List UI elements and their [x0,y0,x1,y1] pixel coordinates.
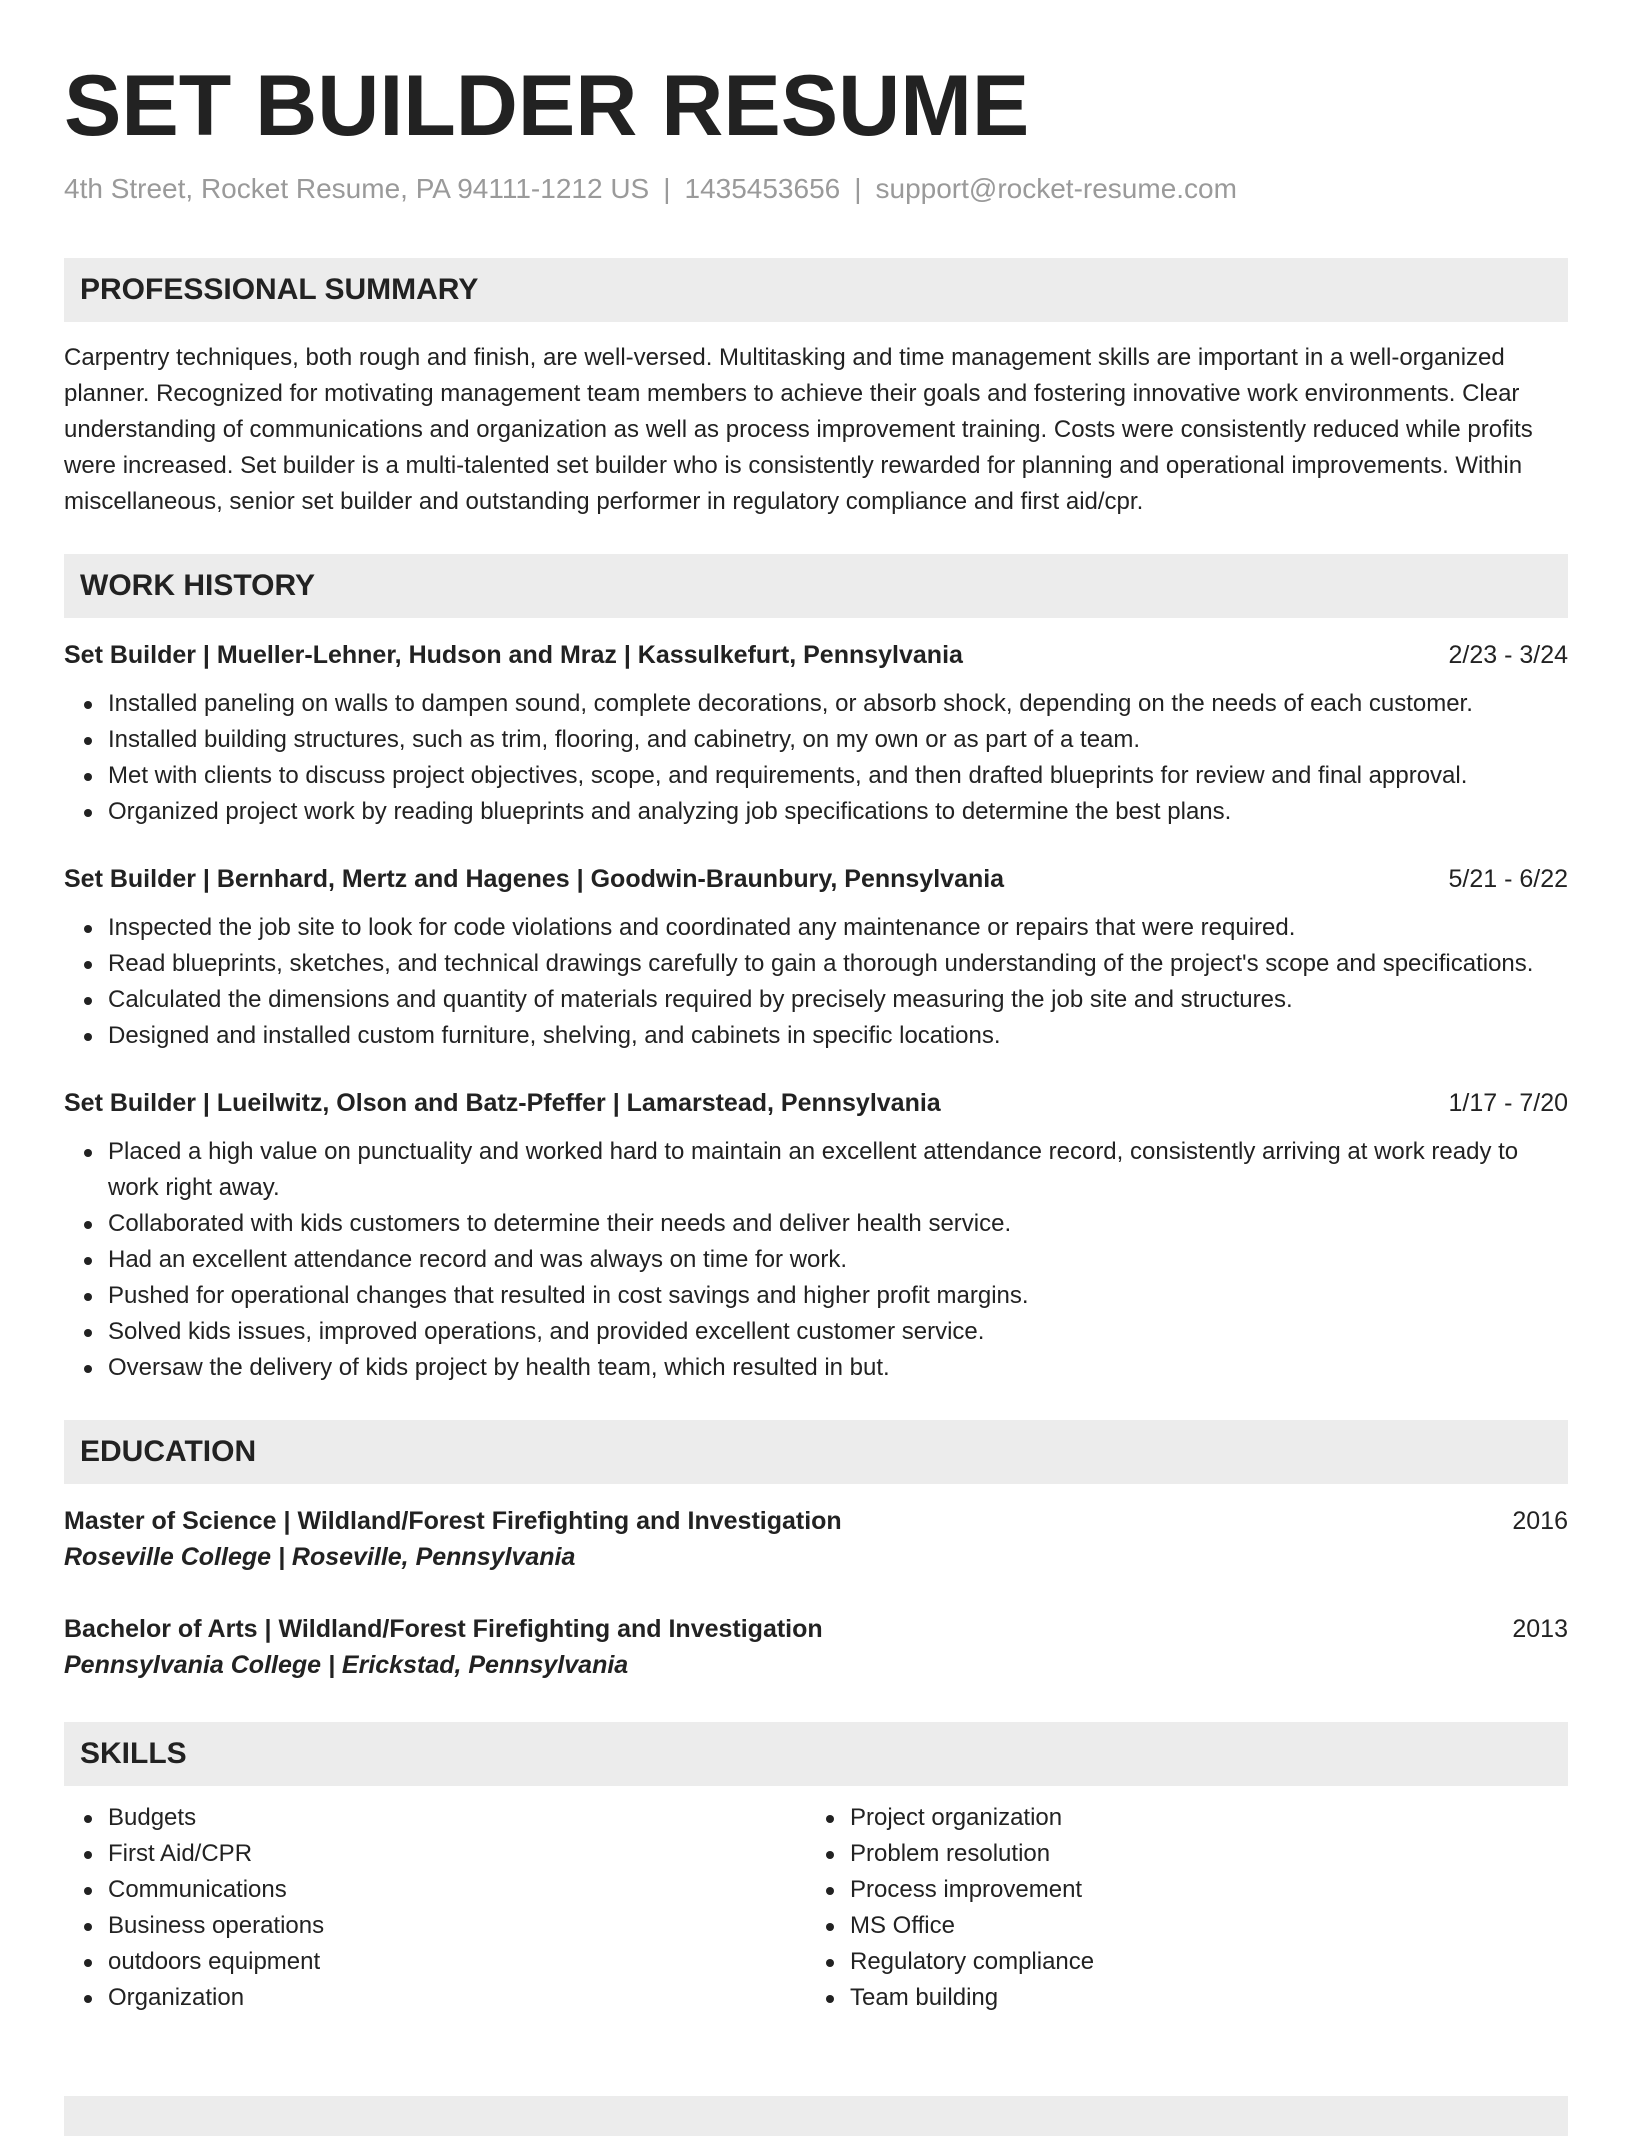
skill-item: Communications [108,1872,806,1908]
contact-line [64,172,1568,206]
skills-column-left [64,1800,806,2016]
education-entry [64,1504,1568,1576]
skill-item: outdoors equipment [108,1944,806,1980]
job-heading-line [64,1086,1568,1120]
skill-item: Business operations [108,1908,806,1944]
job-bullet: Placed a high value on punctuality and worked hard to maintain an excellent attendance record, consistently arriving at work ready to work right away. [108,1134,1568,1206]
job-bullets [64,910,1568,1054]
job-dates: 5/21 - 6/22 [1448,865,1568,893]
resume-name: SET BUILDER RESUME [64,58,1030,154]
skill-item: Regulatory compliance [850,1944,1548,1980]
job-entry [64,862,1568,1054]
skill-item: Budgets [108,1800,806,1836]
job-bullets [64,686,1568,830]
education-degree: Bachelor of Arts | Wildland/Forest Firefighting and Investigation [64,1615,823,1643]
education-entry [64,1612,1568,1684]
skill-item: Process improvement [850,1872,1548,1908]
section-header-skills: SKILLS [64,1722,1568,1786]
education-year: 2013 [1512,1615,1568,1643]
section-header-work-history: WORK HISTORY [64,554,1568,618]
skill-item: Team building [850,1980,1548,2016]
job-bullet: Oversaw the delivery of kids project by health team, which resulted in but. [108,1350,1568,1386]
contact-separator: | [663,173,671,204]
job-bullet: Read blueprints, sketches, and technical drawings carefully to gain a thorough understanding of the project's scope and specifications. [108,946,1568,982]
skill-item: MS Office [850,1908,1548,1944]
summary-text: Carpentry techniques, both rough and finish, are well-versed. Multitasking and time management skills are important in a well-organized planner. Recognized for motivating management team members to achieve their goals and fostering innovative work environments. Clear understanding of communications and organization as well as process improvement training. Costs were consistently reduced while profits were increased. Set builder is a multi-talented set builder who is consistently rewarded for planning and operational improvements. Within miscellaneous, senior set builder and outstanding performer in regulatory compliance and first aid/cpr. [64,344,1533,515]
education-degree: Master of Science | Wildland/Forest Firefighting and Investigation [64,1507,842,1535]
skills-list [64,1800,806,2016]
job-bullets [64,1134,1568,1386]
job-bullet: Installed building structures, such as trim, flooring, and cabinetry, on my own or as part of a team. [108,722,1568,758]
section-header-education: EDUCATION [64,1420,1568,1484]
skill-item: Problem resolution [850,1836,1548,1872]
job-heading: Set Builder | Lueilwitz, Olson and Batz-Pfeffer | Lamarstead, Pennsylvania [64,1089,941,1117]
job-bullet: Collaborated with kids customers to determine their needs and deliver health service. [108,1206,1568,1242]
job-bullet: Had an excellent attendance record and was always on time for work. [108,1242,1568,1278]
job-bullet: Solved kids issues, improved operations, and provided excellent customer service. [108,1314,1568,1350]
job-bullet: Organized project work by reading blueprints and analyzing job specifications to determine the best plans. [108,794,1568,830]
job-bullet: Designed and installed custom furniture, shelving, and cabinets in specific locations. [108,1018,1568,1054]
job-bullet: Installed paneling on walls to dampen sound, complete decorations, or absorb shock, depending on the needs of each customer. [108,686,1568,722]
job-entry [64,1086,1568,1386]
education-heading-line [64,1504,1568,1538]
job-bullet: Calculated the dimensions and quantity of materials required by precisely measuring the job site and structures. [108,982,1568,1018]
resume-page [64,0,1568,2016]
skills-column-right [806,1800,1548,2016]
education-year: 2016 [1512,1507,1568,1535]
skills-list [806,1800,1548,2016]
skill-item: Organization [108,1980,806,2016]
next-section-header-bar [64,2096,1568,2136]
contact-address: 4th Street, Rocket Resume, PA 94111-1212 US [64,173,650,204]
job-bullet: Pushed for operational changes that resulted in cost savings and higher profit margins. [108,1278,1568,1314]
job-heading: Set Builder | Bernhard, Mertz and Hagenes | Goodwin-Braunbury, Pennsylvania [64,865,1005,893]
job-bullet: Met with clients to discuss project objectives, scope, and requirements, and then drafted blueprints for review and final approval. [108,758,1568,794]
skill-item: First Aid/CPR [108,1836,806,1872]
contact-phone: 1435453656 [684,173,841,204]
section-header-summary: PROFESSIONAL SUMMARY [64,258,1568,322]
job-dates: 2/23 - 3/24 [1448,641,1568,669]
job-heading-line [64,638,1568,672]
job-entry [64,638,1568,830]
skill-item: Project organization [850,1800,1548,1836]
education-school: Roseville College | Roseville, Pennsylvania [64,1543,576,1571]
education-school: Pennsylvania College | Erickstad, Pennsylvania [64,1651,629,1679]
job-dates: 1/17 - 7/20 [1448,1089,1568,1117]
job-bullet: Inspected the job site to look for code violations and coordinated any maintenance or repairs that were required. [108,910,1568,946]
contact-separator: | [854,173,862,204]
contact-email: support@rocket-resume.com [875,173,1237,204]
job-heading-line [64,862,1568,896]
job-heading: Set Builder | Mueller-Lehner, Hudson and Mraz | Kassulkefurt, Pennsylvania [64,641,963,669]
skills-grid [64,1800,1568,2016]
education-heading-line [64,1612,1568,1646]
